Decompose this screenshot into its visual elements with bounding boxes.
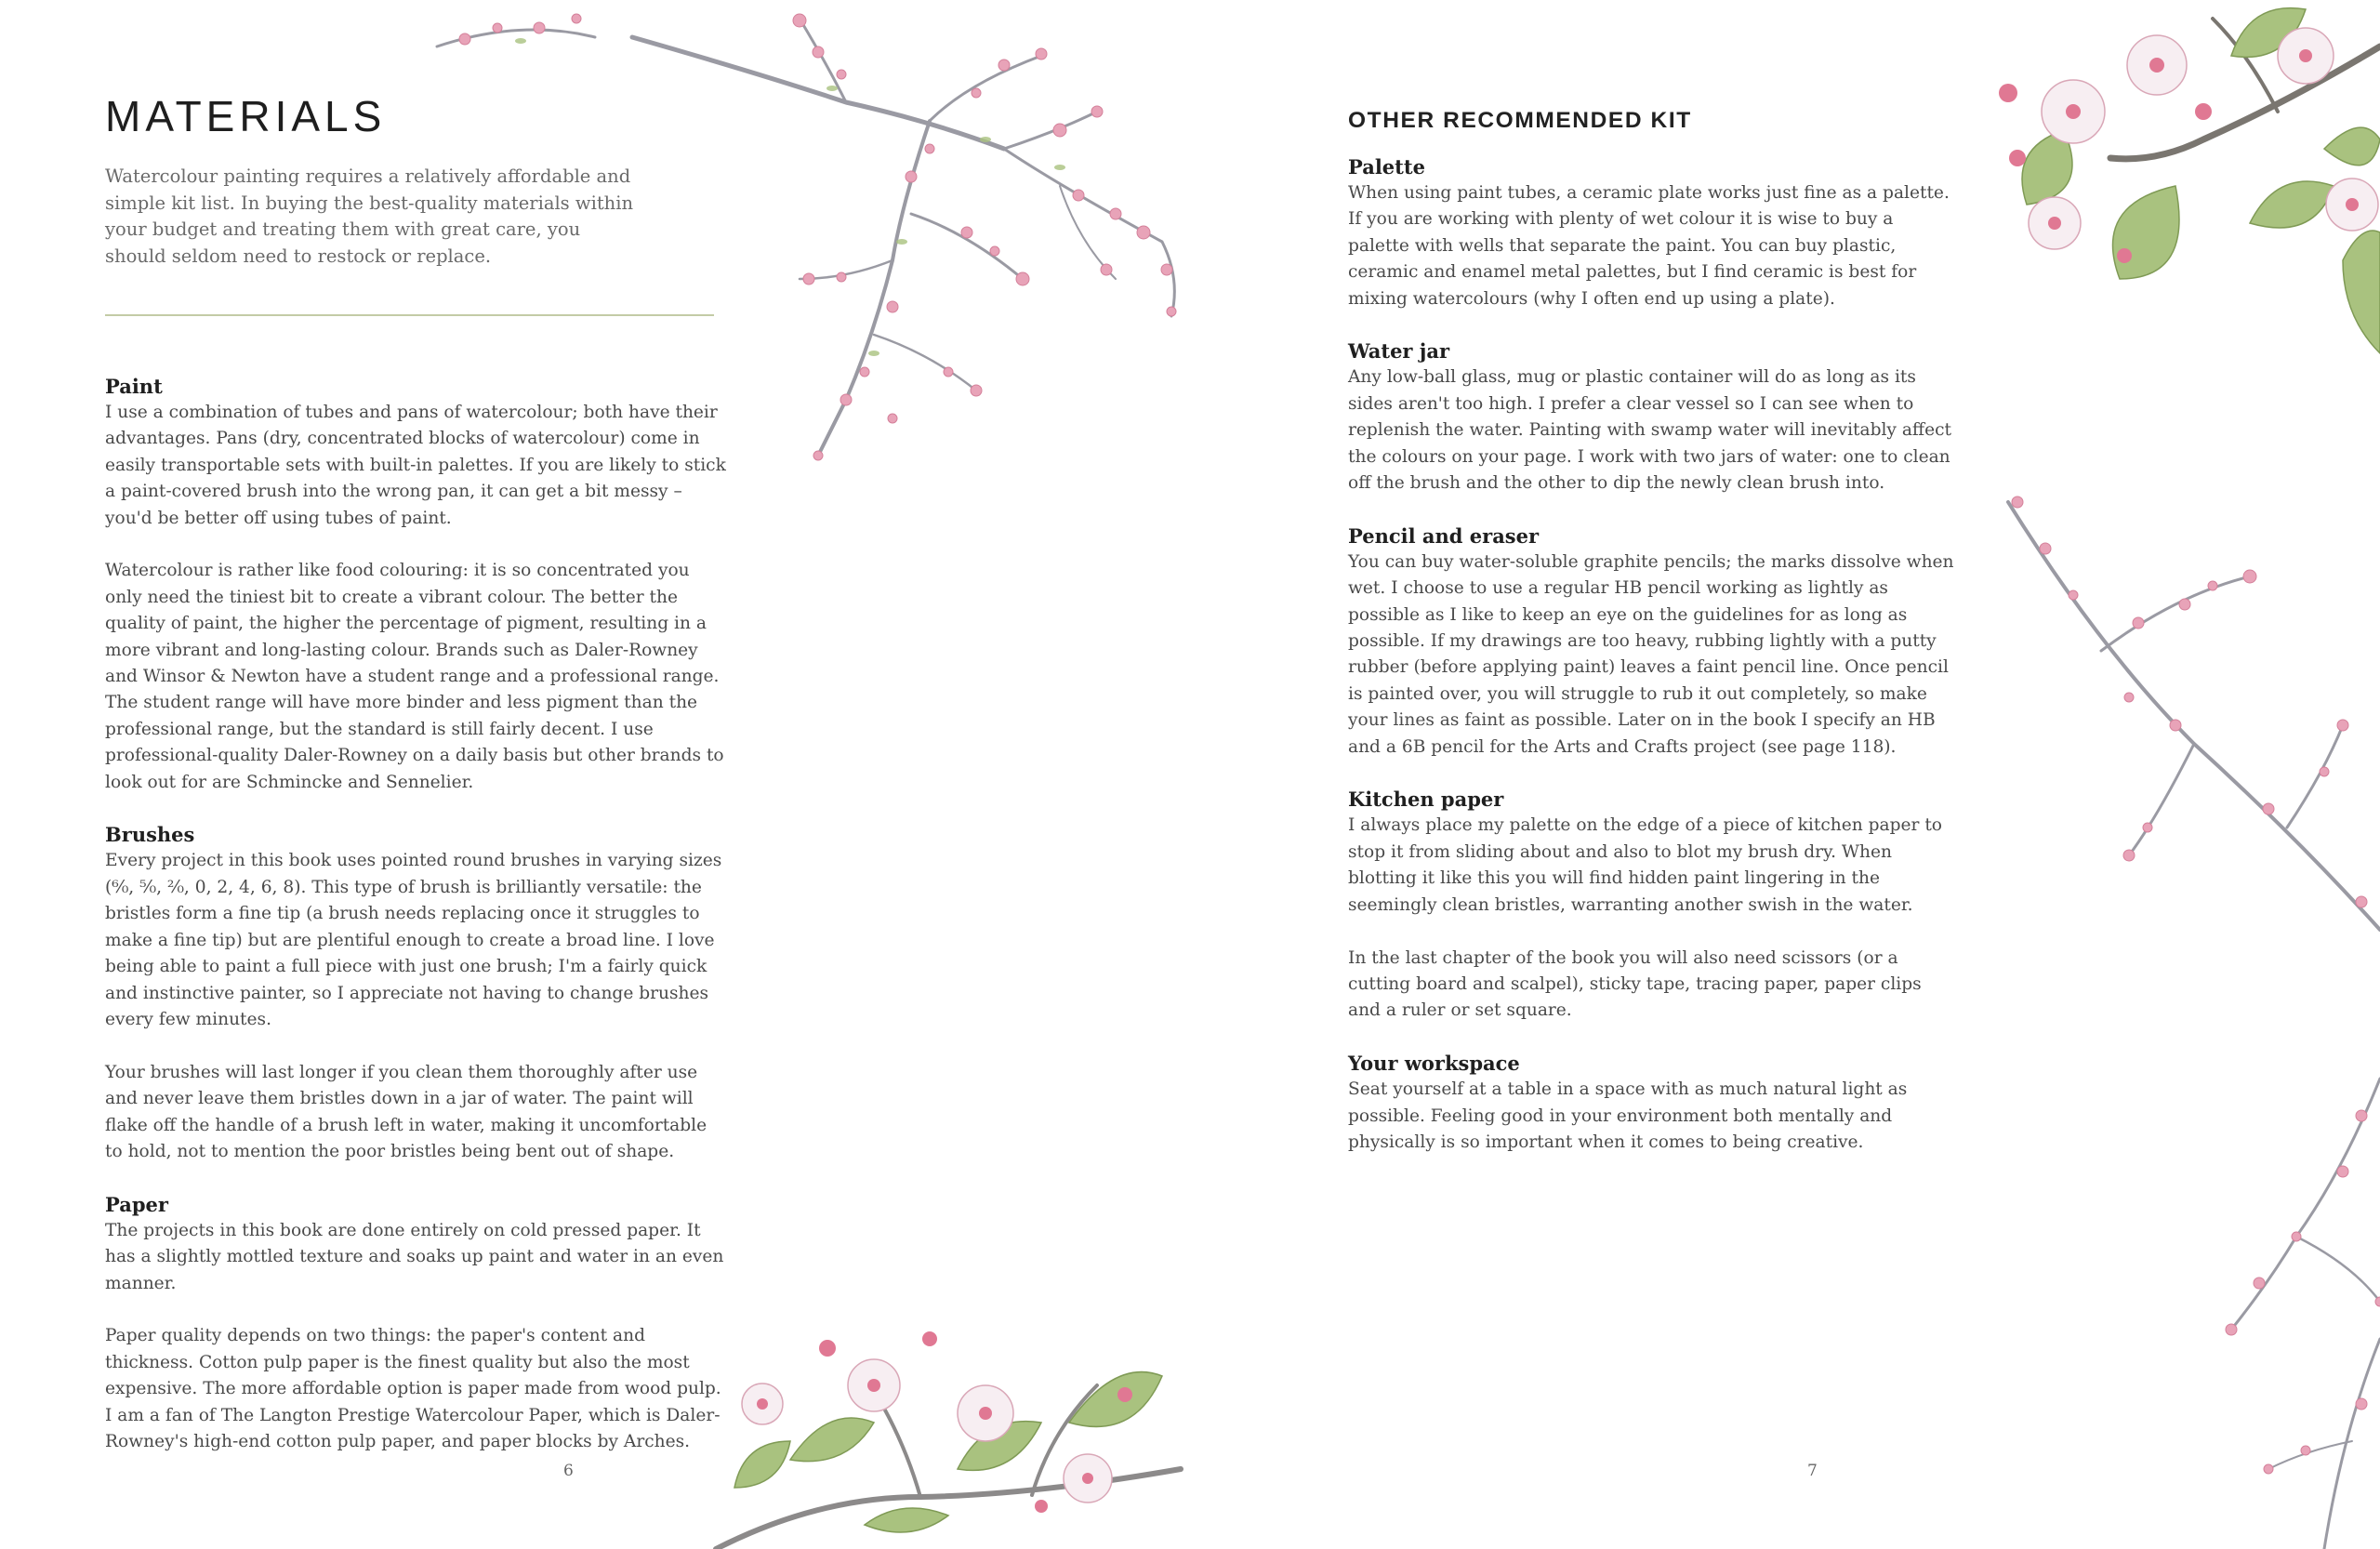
water-jar-paragraph: Any low-ball glass, mug or plastic container will do as long as its sides aren't too high. I prefer a clear vessel so I can see when to replenish the water. Painting with swamp water will inevitably affect the colours on your page. I work with two jars of water: one to clean off the brush and the other to dip the newly clean brush into. (1348, 367, 1952, 494)
section-heading-kitchen-paper: Kitchen paper (1348, 788, 1504, 812)
page-number-left: 6 (563, 1462, 574, 1480)
section-title: OTHER RECOMMENDED KIT (1348, 108, 1692, 133)
divider-rule (105, 314, 714, 316)
kitchen-paper-paragraph-2: In the last chapter of the book you will also need scissors (or a cutting board and scalpel), sticky tape, tracing paper, paper clips and a ruler or set square. (1348, 947, 1922, 1021)
section-heading-workspace: Your workspace (1348, 1052, 1520, 1076)
apple-blossom-illustration-top-right (1971, 0, 2380, 391)
palette-paragraph: When using paint tubes, a ceramic plate works just fine as a palette. If you are working with plenty of wet colour it is wise to buy a palette with wells that separate the paint. You can buy plastic, ceramic and enamel metal palettes, but I find ceramic is best for mixing watercolours (why I often end up using a plate). (1348, 183, 1950, 309)
right-page (1190, 0, 2380, 1549)
paper-paragraph-2: Paper quality depends on two things: the paper's content and thickness. Cotton pulp paper is the finest quality but also the most expensive. The more affordable option is paper made from wood pulp. I am a fan of The Langton Prestige Watercolour Paper, which is Daler-Rowney's high-end cotton pulp paper, and paper blocks by Arches. (105, 1326, 721, 1451)
paint-paragraph-1: I use a combination of tubes and pans of watercolour; both have their advantages. Pans (dry, concentrated blocks of watercolour) come in easily transportable sets with built-in palettes. If you are likely to stick a paint-covered brush into the wrong pan, it can get a bit messy – you'd be better off using tubes of paint. (105, 403, 726, 528)
brushes-paragraph-2: Your brushes will last longer if you clean them thoroughly after use and never leave them bristles down in a jar of water. The paint will flake off the handle of a brush left in water, making it uncomfortable to hold, not to mention the poor bristles being bent out of shape. (105, 1062, 707, 1161)
apple-blossom-illustration-bottom (679, 1264, 1190, 1549)
section-heading-brushes: Brushes (105, 823, 195, 847)
paint-paragraph-2: Watercolour is rather like food colouring: it is so concentrated you only need the tiniest bit to create a vibrant colour. The better the quality of paint, the higher the percentage of pigment, resulting in a more vibrant and long-lasting colour. Brands such as Daler-Rowney and Winsor & Newton have a student range and a professional range. The student range will have more binder and less pigment than the professional range, but the standard is still fairly decent. I use professional-quality Daler-Rowney on a daily basis but other brands to look out for are Schmincke and Sennelier. (105, 561, 724, 792)
kitchen-paper-paragraph-1: I always place my palette on the edge of a piece of kitchen paper to stop it from sliding about and also to blot my brush dry. When blotting it like this you will find hidden paint lingering in the seemingly clean bristles, warranting another swish in the water. (1348, 815, 1942, 915)
left-column (105, 374, 728, 1482)
workspace-paragraph: Seat yourself at a table in a space with as much natural light as possible. Feeling good in your environment both mentally and physically is so important when it comes to being creative. (1348, 1079, 1908, 1152)
intro-text: Watercolour painting requires a relatively affordable and simple kit list. In buying the best-quality materials within your budget and treating them with great care, you should seldom need to restock or replace. (105, 165, 634, 267)
page-number-right: 7 (1807, 1462, 1818, 1480)
section-heading-palette: Palette (1348, 155, 1425, 179)
section-heading-paper: Paper (105, 1192, 168, 1216)
blossom-branch-illustration-right (1990, 465, 2380, 1549)
brushes-paragraph-1: Every project in this book uses pointed round brushes in varying sizes (⁶⁄₀, ⁵⁄₀, ²⁄₀, 0, 2, 4, 6, 8). This type of brush is brilliantly versatile: the bristles form a fine tip (a brush needs replacing once it struggles to make a fine tip) but are plentiful enough to create a broad line. I love being able to paint a full piece with just one brush; I'm a fairly quick and instinctive painter, so I appreciate not having to change brushes every few minutes. (105, 851, 722, 1029)
page-title: MATERIALS (105, 92, 387, 140)
paper-paragraph-1: The projects in this book are done entirely on cold pressed paper. It has a slightly mottled texture and soaks up paint and water in an even manner. (105, 1220, 724, 1293)
pencil-eraser-paragraph: You can buy water-soluble graphite pencils; the marks dissolve when wet. I choose to use a regular HB pencil working as lightly as possible as I like to keep an eye on the guidelines for as long as possible. If my drawings are too heavy, rubbing lightly with a putty rubber (before applying paint) leaves a faint pencil line. Once pencil is painted over, you will struggle to rub it out completely, so make your lines as faint as possible. Later on in the book I specify an HB and a 6B pencil for the Arts and Crafts project (see page 118). (1348, 551, 1954, 757)
section-heading-paint: Paint (105, 375, 163, 398)
section-heading-water-jar: Water jar (1348, 339, 1450, 364)
section-heading-pencil-eraser: Pencil and eraser (1348, 523, 1540, 548)
right-column (1348, 108, 1957, 1183)
